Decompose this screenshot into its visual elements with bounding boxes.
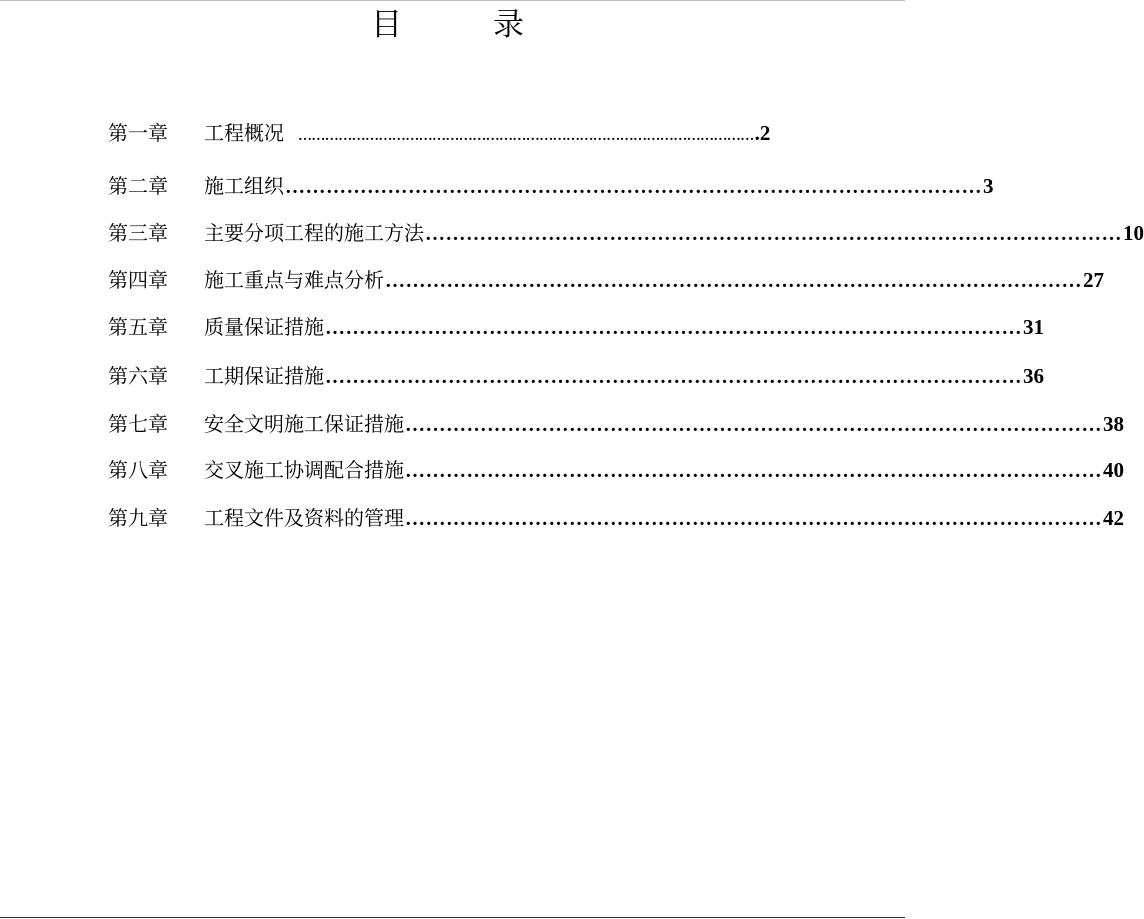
toc-page-number: 38: [1103, 412, 1124, 436]
table-of-contents: [108, 0, 1144, 560]
toc-chapter-number: 第三章: [108, 221, 168, 245]
toc-chapter-title: 工程概况: [204, 121, 284, 145]
toc-page-number: 31: [1023, 315, 1044, 339]
toc-entry[interactable]: [108, 361, 1044, 391]
toc-chapter-title: 工程文件及资料的管理: [204, 506, 404, 530]
toc-page-number: 36: [1023, 364, 1044, 388]
toc-entry[interactable]: [108, 503, 1124, 533]
toc-chapter-number: 第二章: [108, 174, 168, 198]
toc-page-number: 10: [1123, 221, 1144, 245]
toc-chapter-number: 第五章: [108, 315, 168, 339]
toc-chapter-number: 第六章: [108, 364, 168, 388]
toc-entry[interactable]: [108, 171, 994, 201]
toc-chapter-title: 交叉施工协调配合措施: [204, 458, 404, 482]
toc-chapter-number: 第七章: [108, 412, 168, 436]
toc-chapter-number: 第八章: [108, 458, 168, 482]
toc-chapter-number: 第四章: [108, 268, 168, 292]
toc-dot-leader: …………………………………………………………………………………………: [405, 460, 1102, 482]
toc-chapter-title: 工期保证措施: [204, 364, 324, 388]
toc-chapter-title: 质量保证措施: [204, 315, 324, 339]
toc-dot-leader: …………………………………………………………………………………………: [425, 223, 1122, 245]
toc-page-number: .2: [754, 121, 771, 145]
toc-dot-leader: …………………………………………………………………………………………: [385, 270, 1082, 292]
toc-dot-leader: …………………………………………………………………………………………: [405, 414, 1102, 436]
toc-dot-leader: …………………………………………………………………………………………: [285, 176, 982, 198]
toc-chapter-number: 第一章: [108, 121, 168, 145]
toc-page-number: 42: [1103, 506, 1124, 530]
toc-entry[interactable]: [108, 218, 1144, 248]
toc-page-number: 40: [1103, 458, 1124, 482]
toc-page-number: 27: [1083, 268, 1104, 292]
toc-dot-leader: …………………………………………………………………………………………: [405, 508, 1102, 530]
toc-dot-leader: …………………………………………………………………………………………: [298, 129, 754, 144]
toc-dot-leader: …………………………………………………………………………………………: [325, 317, 1022, 339]
toc-chapter-title: 施工组织: [204, 174, 284, 198]
toc-entry[interactable]: [108, 312, 1044, 342]
page-title: 目 录: [371, 7, 554, 43]
toc-page-number: 3: [983, 174, 994, 198]
toc-chapter-title: 施工重点与难点分析: [204, 268, 384, 292]
toc-entry[interactable]: [108, 455, 1124, 485]
toc-dot-leader: …………………………………………………………………………………………: [325, 366, 1022, 388]
toc-entry[interactable]: [108, 118, 771, 148]
toc-chapter-number: 第九章: [108, 506, 168, 530]
toc-entry[interactable]: [108, 265, 1104, 295]
toc-entry[interactable]: [108, 409, 1124, 439]
page-bottom-edge: [0, 917, 905, 918]
toc-chapter-title: 安全文明施工保证措施: [204, 412, 404, 436]
toc-chapter-title: 主要分项工程的施工方法: [204, 221, 424, 245]
